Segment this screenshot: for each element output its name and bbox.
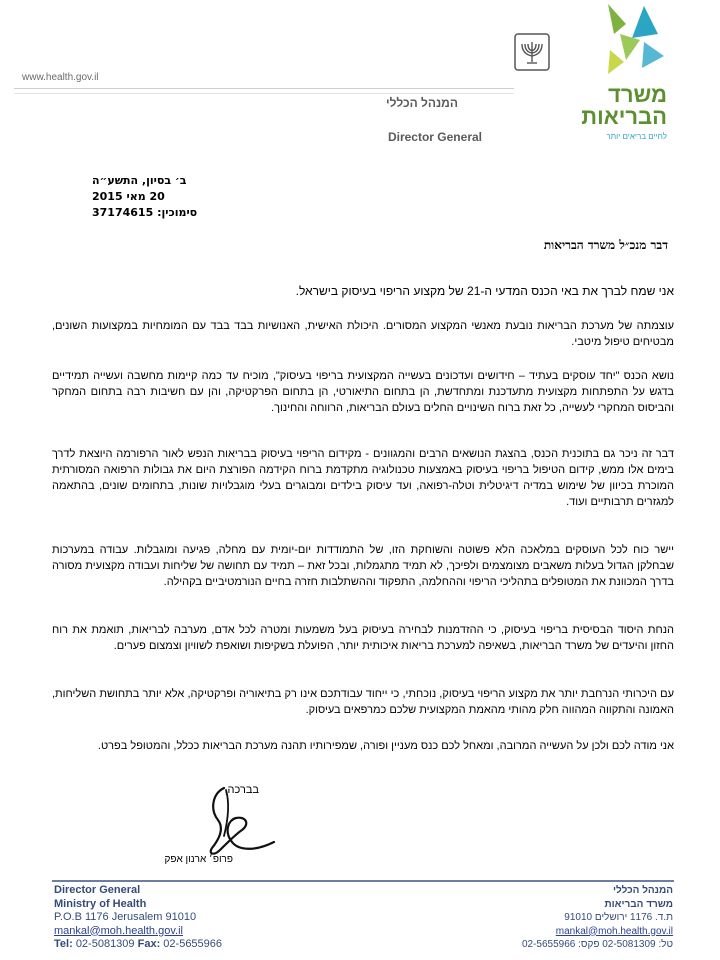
website-url: www.health.gov.il <box>22 72 99 83</box>
footer-hebrew-contact <box>522 884 673 952</box>
footer-address-he: ת.ד. 1176 ירושלים 91010 <box>564 912 673 923</box>
closing-greeting: בברכה, <box>224 784 259 796</box>
footer-ministry-en: Ministry of Health <box>54 897 147 910</box>
paragraph-1: אני שמח לברך את באי הכנס המדעי ה-21 של מקצוע הריפוי בעיסוק בישראל. <box>295 284 674 298</box>
paragraph-4: דבר זה ניכר גם בתוכנית הכנס, בהצגת הנושאים הרבים והמגוונים - מקידום הריפוי בעיסוק בבריאות הנפש לאור הרפורמה היוצאת לדרך בימים אלו ממש, קידום הטיפול בריפוי בעיסוק באמצעות טכנולוגיה מתקדמת ברוח הקידמה הפורצת היום את גבולות הרפואה המסורתית המוכרת בכיוון של שימוש במדיה דיגיטלית וטלה-רפואה, ועד עיסוק בילדים ומבוגרים בעלי מוגבלויות שונות, בתחומים שונים, בהתאמה למגזרים תרבותיים ועוד. <box>52 448 674 508</box>
footer-email-en[interactable]: mankal@moh.health.gov.il <box>54 924 183 937</box>
fax-label: Fax: <box>137 938 161 950</box>
director-general-english-title: Director General <box>387 130 482 144</box>
paragraph-8: אני מודה לכם ולכן על העשייה המרובה, ומאחל לכם כנס מעניין ופורה, שמפירותיו תהנה מערכת הבריאות ככלל, והמטופל בפרט. <box>97 740 674 752</box>
paragraph-5: יישר כוח לכל העוסקים במלאכה הלא פשוטה והשוחקת הזו, של התמודדות יום-יומית עם מחלה, פגיעה ומוגבלות. עבודה במערכות שבחלקן הגדול בעלות משאבים מצומצמים ולפיכך, לא תמיד מתגמלות, ובכל זאת – תמיד עם תחושה של שליחות ועבודה מקצועית מסורה בדרך המכוונת את המטופלים בתהליכי הריפוי וההחלמה, התפקוד וההשתלבות חזרה בחיים הנורמטיביים בקהילה. <box>52 544 674 588</box>
footer-email-he[interactable]: mankal@moh.health.gov.il <box>555 925 673 937</box>
ministry-logo-tagline: לחיים בריאים יותר <box>606 132 667 141</box>
footer-title-en: Director General <box>54 884 141 896</box>
paragraph-6: הנחת היסוד הבסיסית בריפוי בעיסוק, כי ההזדמנות לבחירה בעיסוק בעל משמעות ומטרה לכל אדם, מערבה לבריאות, תואמת את רוח החזון והיעדים של משרד הבריאות, בשאיפה למערכת בריאות איכותית יותר, הפועלת בשקיפות ושואפת לשוויון וצמצום פערים. <box>52 624 674 652</box>
tel-label: Tel: <box>54 938 73 950</box>
signer-name: פרופ׳ ארנון אפק <box>164 854 233 865</box>
footer-phone-en <box>54 938 222 952</box>
hebrew-date: ב׳ בסיון, התשע״ה <box>92 174 187 187</box>
fax-number: 02-5655966 <box>163 938 223 950</box>
ministry-logo-line1: משרד <box>608 82 667 107</box>
footer-ministry-he: משרד הבריאות <box>604 898 673 910</box>
tel-number: 02-5081309 <box>75 938 135 950</box>
paragraph-7: עם היכרותי הנרחבת יותר את מקצוע הריפוי בעיסוק, נוכחתי, כי ייחוד עבודתכם אינו רק בתיאוריה ופרקטיקה, אלא יותר בתחושת השליחות, האמונה והתקווה המהווה חלק מהותי מהאמת המקצועית שלכם כמרפאים בעיסוק. <box>52 688 674 716</box>
state-emblem-icon <box>513 32 551 72</box>
footer-address-en: P.O.B 1176 Jerusalem 91010 <box>54 911 197 923</box>
director-general-hebrew-title: המנהל הכללי <box>385 96 458 110</box>
footer-phone-he: טל: 02-5081309 פקס: 02-5655966 <box>521 939 673 950</box>
header-divider-secondary <box>14 93 514 94</box>
paragraph-2: עוצמתה של מערכת הבריאות נובעת מאנשי המקצוע המסורים. היכולת האישית, האנושיות בבד בבד עם המומחיות במקצועות השונים, מבטיחים טיפול מיטבי. <box>52 320 674 348</box>
gregorian-date: 20 מאי 2015 <box>92 190 165 203</box>
footer-divider <box>52 880 674 882</box>
footer-title-he: המנהל הכללי <box>612 885 673 896</box>
letter-heading: דבר מנכ״ל משרד הבריאות <box>543 238 668 252</box>
signature-icon <box>184 780 284 860</box>
reference-number: סימוכין: 37174615 <box>92 206 198 219</box>
paragraph-3: נושא הכנס "יחד עוסקים בעתיד – חידושים ועדכונים בעשייה המקצועית בריפוי בעיסוק", מוכיח עד כמה קיימות מחשבה ועשייה תמידיים בדגש על התפתחות מקצועית מתעדכנת ומתחדשת, הן בתחום התיאורטי, הן בתחום הפרקטיקה, והן עם חשיבות רבה בתחום המחקר והביסוס המחקרי לעשייה, כל זאת ברוח השינויים החלים בעולם הבריאות, הרווחה והחינוך. <box>52 370 674 414</box>
footer-english-contact <box>54 884 222 952</box>
ministry-logo-line2: הבריאות <box>581 104 667 129</box>
header-divider <box>14 88 514 89</box>
